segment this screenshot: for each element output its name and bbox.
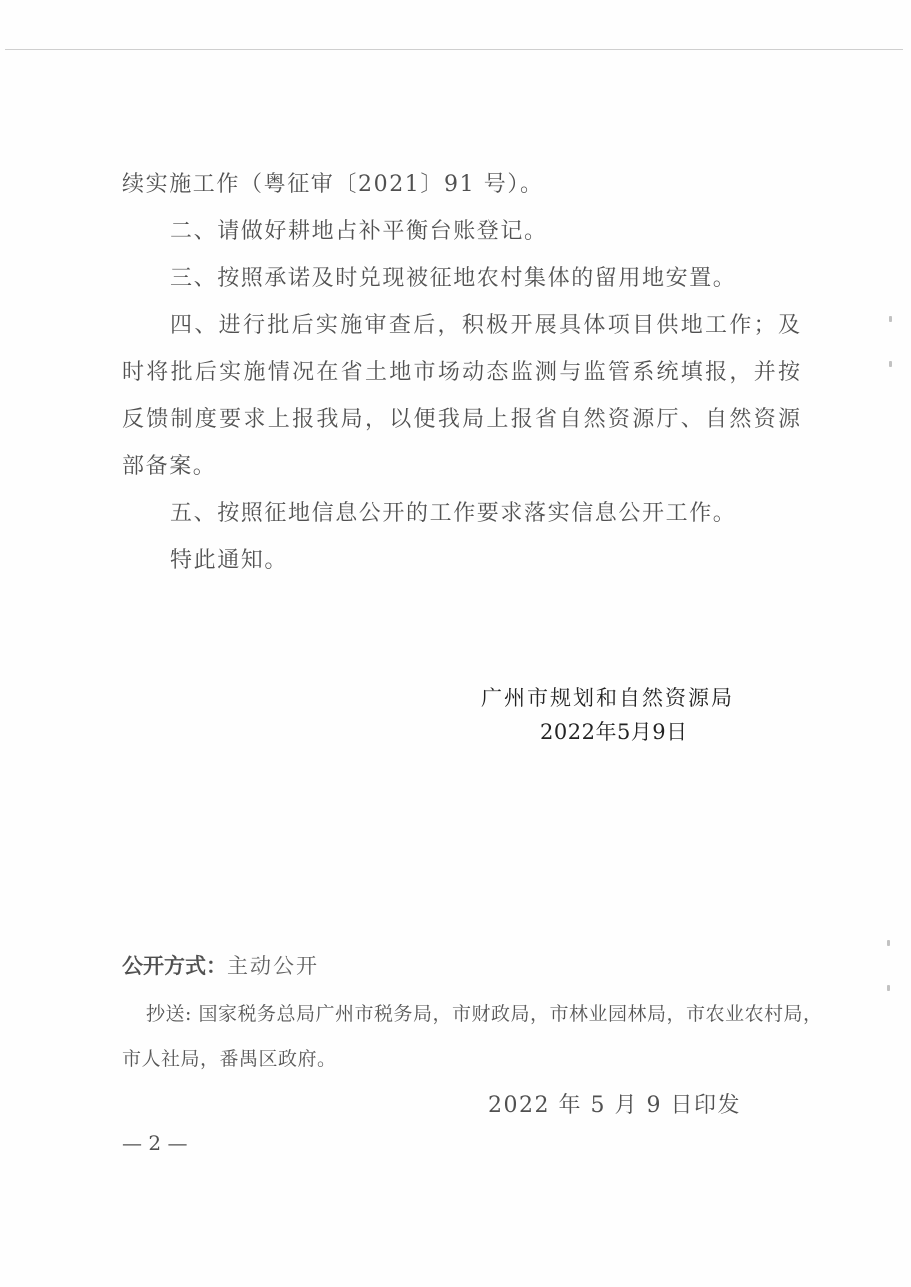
signature-date: 2022年5月9日 — [540, 720, 688, 744]
scan-speck — [887, 985, 890, 991]
body-item-two: 二、请做好耕地占补平衡台账登记。 — [170, 219, 548, 244]
cc-recipients-line1: 抄送: 国家税务总局广州市税务局，市财政局，市林业园林局，市农业农村局， — [146, 1003, 823, 1025]
scan-speck — [889, 361, 892, 367]
body-item-three: 三、按照承诺及时兑现被征地农村集体的留用地安置。 — [170, 266, 737, 291]
disclosure-value: 主动公开 — [227, 954, 319, 978]
body-item-four-line2: 时将批后实施情况在省土地市场动态监测与监管系统填报，并按 — [122, 360, 800, 385]
body-item-four-line3: 反馈制度要求上报我局，以便我局上报省自然资源厅、自然资源 — [122, 407, 800, 432]
top-rule-divider — [5, 49, 903, 50]
body-item-four-line4: 部备案。 — [122, 454, 217, 479]
body-item-five: 五、按照征地信息公开的工作要求落实信息公开工作。 — [170, 501, 737, 526]
scan-speck — [889, 316, 892, 322]
body-item-four-line1: 四、进行批后实施审查后，积极开展具体项目供地工作；及 — [170, 313, 800, 338]
closing-notice: 特此通知。 — [170, 548, 289, 573]
disclosure-method — [122, 952, 319, 980]
cc-recipients-line2: 市人社局，番禺区政府。 — [122, 1048, 337, 1070]
scan-speck — [887, 940, 890, 946]
page-number: — 2 — — [122, 1131, 188, 1155]
issue-date: 2022 年 5 月 9 日印发 — [488, 1093, 741, 1118]
body-line-continuation: 续实施工作（粤征审〔2021〕91 号）。 — [122, 172, 544, 197]
signature-organization: 广州市规划和自然资源局 — [481, 686, 734, 710]
disclosure-label: 公开方式： — [122, 954, 227, 978]
